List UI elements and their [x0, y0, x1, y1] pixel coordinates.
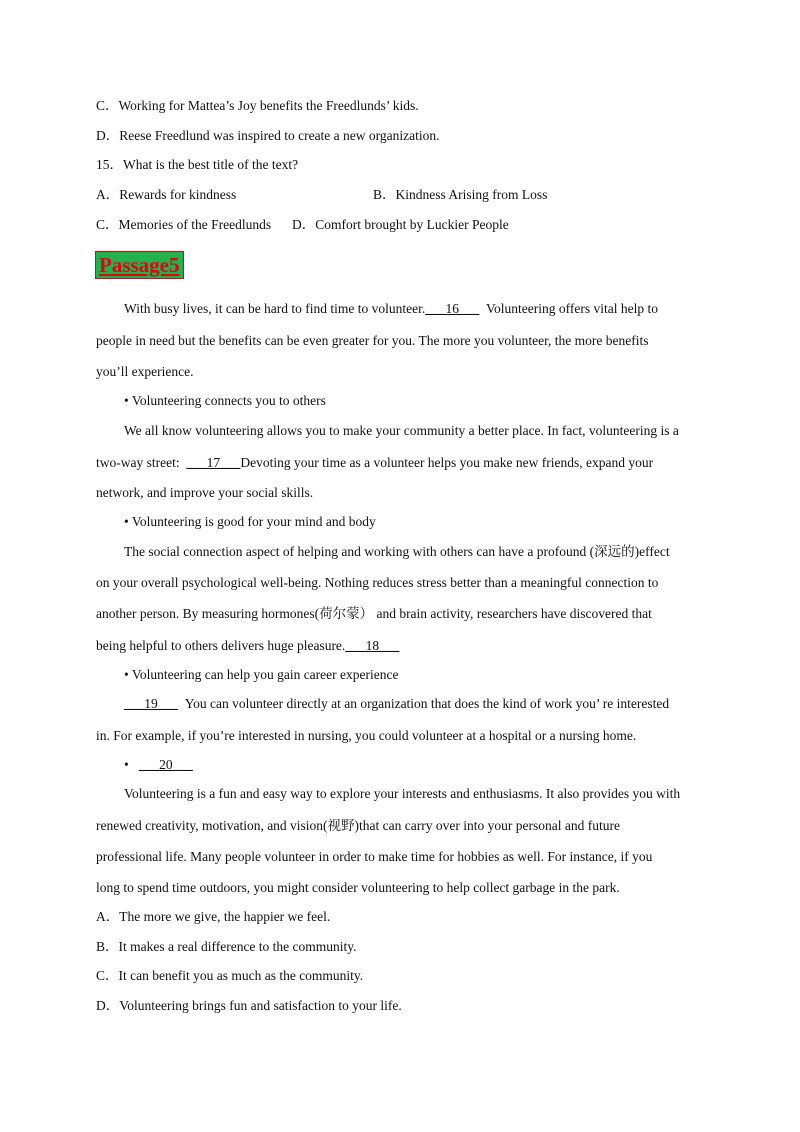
- p2-line-4: [96, 638, 399, 654]
- blank-17: ___17___: [186, 455, 241, 470]
- q15-option-a: A．Rewards for kindness: [96, 187, 237, 202]
- bullet-heading-mind-body: • Volunteering is good for your mind and body: [124, 514, 376, 529]
- p2-line-3: another person. By measuring hormones(荷尔蒙） and brain activity, researchers have discovered that: [96, 606, 652, 621]
- intro-line-1: [124, 301, 658, 317]
- bullet-heading-blank-20: [124, 757, 193, 773]
- q15-option-c: C．Memories of the Freedlunds: [96, 217, 272, 232]
- p1-line-3: network, and improve your social skills.: [96, 485, 314, 500]
- q15-stem: 15．What is the best title of the text?: [96, 157, 299, 172]
- intro-tail: Volunteering offers vital help to: [486, 301, 658, 316]
- option-d: D．Volunteering brings fun and satisfaction to your life.: [96, 998, 402, 1013]
- q14-option-c: C．Working for Mattea’s Joy benefits the Freedlunds’ kids.: [96, 98, 419, 113]
- p4-line-4: long to spend time outdoors, you might consider volunteering to help collect garbage in the park.: [96, 880, 620, 895]
- blank-18: ___18___: [345, 638, 400, 653]
- p3-tail: You can volunteer directly at an organization that does the kind of work you’ re interested: [184, 696, 670, 711]
- p4-line-2: renewed creativity, motivation, and vision(视野)that can carry over into your personal and future: [96, 818, 620, 833]
- p2-text: being helpful to others delivers huge pleasure.: [96, 638, 346, 653]
- p2-line-2: on your overall psychological well-being. Nothing reduces stress better than a meaningful connection to: [96, 575, 659, 590]
- intro-line-3: you’ll experience.: [96, 364, 194, 379]
- p4-line-1: Volunteering is a fun and easy way to explore your interests and enthusiasms. It also provides you with: [124, 786, 681, 801]
- option-b: B．It makes a real difference to the community.: [96, 939, 357, 954]
- p1-tail: Devoting your time as a volunteer helps you make new friends, expand your: [240, 455, 654, 470]
- option-c: C．It can benefit you as much as the community.: [96, 968, 364, 983]
- q15-option-b: B．Kindness Arising from Loss: [373, 187, 548, 202]
- p1-line-1: We all know volunteering allows you to make your community a better place. In fact, volunteering is a: [124, 423, 679, 438]
- option-a: A．The more we give, the happier we feel.: [96, 909, 331, 924]
- blank-16: ___16___: [425, 301, 480, 316]
- q15-option-d: D．Comfort brought by Luckier People: [292, 217, 509, 232]
- intro-text: With busy lives, it can be hard to find time to volunteer.: [124, 301, 426, 316]
- p1-line-2: [96, 455, 653, 471]
- q14-option-d: D．Reese Freedlund was inspired to create a new organization.: [96, 128, 440, 143]
- p2-line-1: The social connection aspect of helping and working with others can have a profound (深远的)effect: [124, 544, 670, 559]
- p3-line-1: [124, 696, 669, 712]
- p4-line-3: professional life. Many people volunteer in order to make time for hobbies as well. For instance, if you: [96, 849, 653, 864]
- blank-20: ___20___: [138, 757, 193, 772]
- p3-line-2: in. For example, if you’re interested in nursing, you could volunteer at a hospital or a nursing home.: [96, 728, 637, 743]
- passage-label: Passage5: [95, 251, 184, 279]
- p1-head: two-way street:: [96, 455, 180, 470]
- bullet-heading-career: • Volunteering can help you gain career experience: [124, 667, 399, 682]
- bullet-dot: •: [124, 757, 129, 772]
- blank-19: ___19___: [124, 696, 178, 711]
- intro-line-2: people in need but the benefits can be even greater for you. The more you volunteer, the more benefits: [96, 333, 649, 348]
- bullet-heading-connects: • Volunteering connects you to others: [124, 393, 326, 408]
